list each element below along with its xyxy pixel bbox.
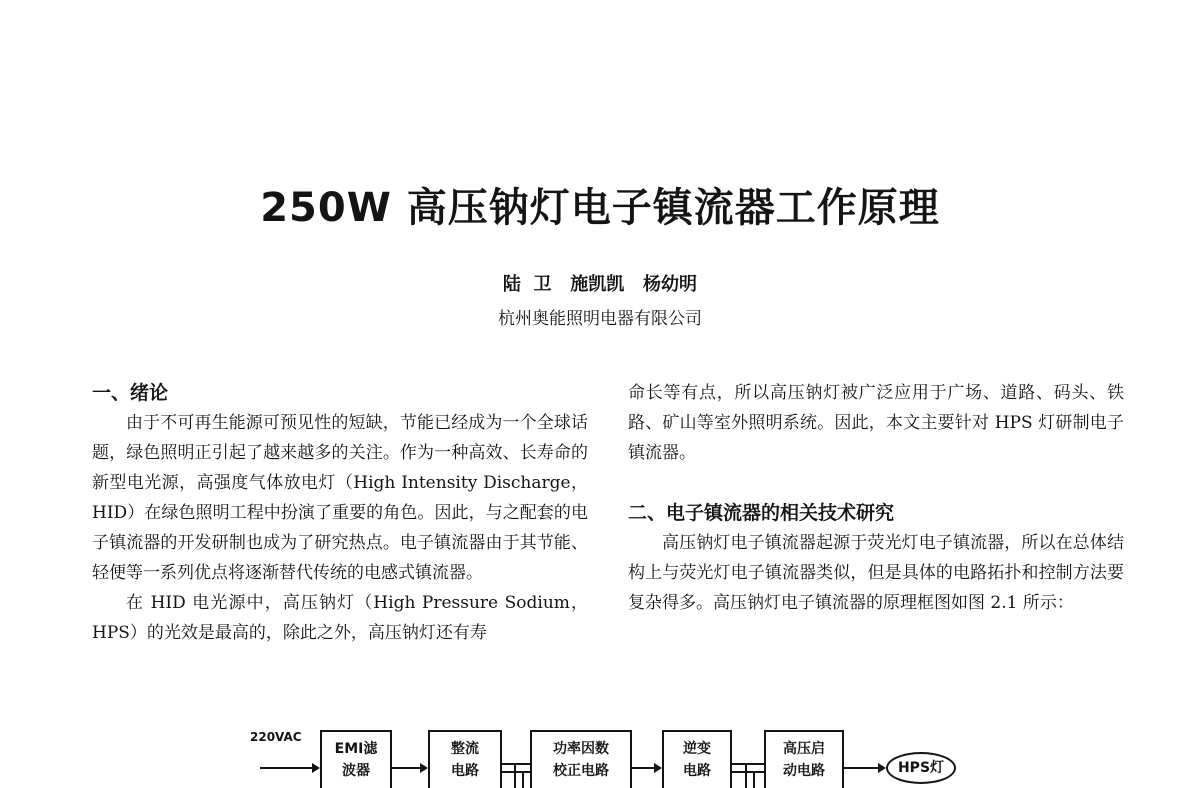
block-rectifier bbox=[428, 730, 502, 788]
block-rectifier-line1: 整流 bbox=[451, 741, 479, 757]
block-inverter bbox=[662, 730, 732, 788]
paper-title: 250W 高压钠灯电子镇流器工作原理 bbox=[260, 185, 940, 231]
block-inverter-line2: 电路 bbox=[683, 763, 711, 779]
block-inverter-line1: 逆变 bbox=[683, 741, 711, 757]
block-emi-filter-line2: 波器 bbox=[342, 763, 370, 779]
right-column bbox=[628, 378, 1124, 618]
paragraph-introduction-2: 在 HID 电光源中，高压钠灯（High Pressure Sodium，HPS）的光效是最高的，除此之外，高压钠灯还有寿 bbox=[92, 593, 588, 643]
author-list: 陆 卫 施凯凯 杨幼明 bbox=[502, 274, 698, 295]
paragraph-introduction-1: 由于不可再生能源可预见性的短缺，节能已经成为一个全球话题，绿色照明正引起了越来越多的关注。作为一种高效、长寿命的新型电光源，高强度气体放电灯（High Intensity Discharge，HID）在绿色照明工程中扮演了重要的角色。因此，与之配套的电子镇流器的开发研制也成为了研究热点。电子镇流器由于其节能、轻便等一系列优点将逐渐替代传统的电感式镇流器。 bbox=[92, 413, 588, 583]
block-emi-filter-line1: EMI滤 bbox=[334, 741, 378, 757]
block-pfc bbox=[530, 730, 632, 788]
block-emi-filter bbox=[320, 730, 392, 788]
affiliation: 杭州奥能照明电器有限公司 bbox=[498, 309, 702, 329]
section-heading-techniques: 二、电子镇流器的相关技术研究 bbox=[628, 502, 895, 524]
block-rectifier-line2: 电路 bbox=[451, 763, 479, 779]
input-voltage-label: 220VAC bbox=[250, 730, 302, 744]
block-pfc-line2: 校正电路 bbox=[553, 763, 609, 779]
hps-lamp-node: HPS灯 bbox=[886, 752, 956, 784]
paragraph-introduction-2-continued: 命长等有点，所以高压钠灯被广泛应用于广场、道路、码头、铁路、矿山等室外照明系统。因此，本文主要针对 HPS 灯研制电子镇流器。 bbox=[628, 383, 1124, 463]
block-igniter bbox=[764, 730, 844, 788]
block-diagram-figure bbox=[240, 722, 970, 788]
left-column bbox=[92, 378, 588, 648]
block-pfc-line1: 功率因数 bbox=[553, 741, 609, 757]
section-heading-introduction: 一、绪论 bbox=[92, 382, 169, 404]
block-igniter-line2: 动电路 bbox=[783, 763, 825, 779]
block-igniter-line1: 高压启 bbox=[783, 741, 825, 757]
paragraph-techniques-1: 高压钠灯电子镇流器起源于荧光灯电子镇流器，所以在总体结构上与荧光灯电子镇流器类似，但是具体的电路拓扑和控制方法要复杂得多。高压钠灯电子镇流器的原理框图如图 2.1 所示： bbox=[628, 533, 1124, 613]
